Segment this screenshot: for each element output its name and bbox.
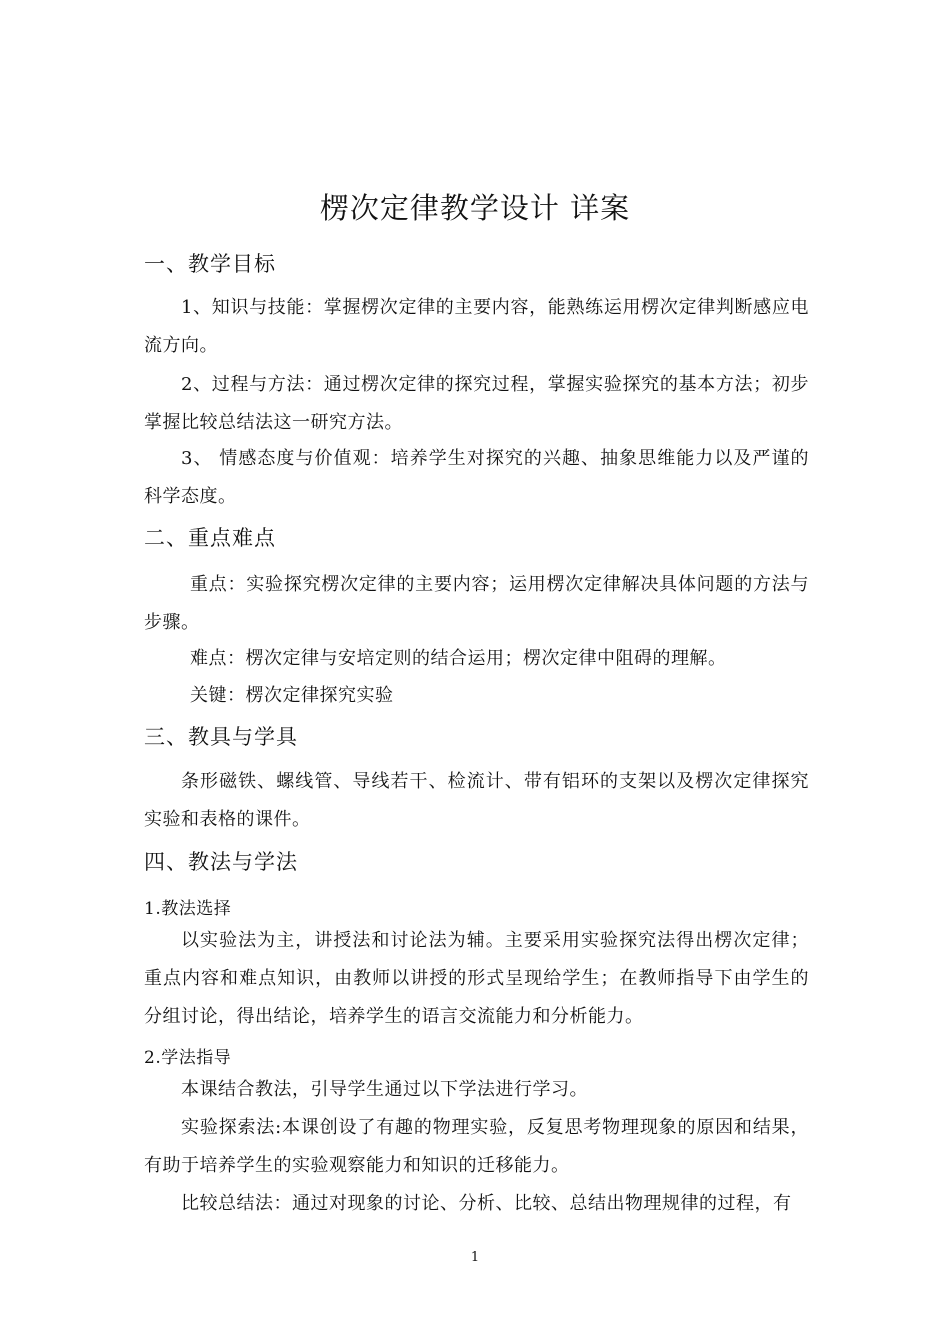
section-heading-objectives: 一、教学目标 [144,252,276,276]
paragraph-comparison-summary: 比较总结法：通过对现象的讨论、分析、比较、总结出物理规律的过程，有 [181,1193,792,1214]
paragraph-process-method: 2、过程与方法：通过楞次定律的探究过程，掌握实验探究的基本方法；初步掌握比较总结法这一研究方法。 [144,374,809,433]
paragraph-experiment-exploration: 实验探索法:本课创设了有趣的物理实验，反复思考物理现象的原因和结果，有助于培养学生的实验观察能力和知识的迁移能力。 [144,1117,809,1176]
paragraph-learning-intro: 本课结合教法，引导学生通过以下学法进行学习。 [181,1079,588,1100]
paragraph-attitude-values: 3、 情感态度与价值观：培养学生对探究的兴趣、抽象思维能力以及严谨的科学态度。 [144,448,809,507]
paragraph-crux: 关键：楞次定律探究实验 [190,685,394,706]
paragraph-knowledge-skills: 1、知识与技能：掌握楞次定律的主要内容，能熟练运用楞次定律判断感应电流方向。 [144,297,809,356]
paragraph-equipment-list: 条形磁铁、螺线管、导线若干、检流计、带有铝环的支架以及楞次定律探究实验和表格的课件。 [144,771,809,830]
paragraph-teaching-method: 以实验法为主，讲授法和讨论法为辅。主要采用实验探究法得出楞次定律；重点内容和难点知识，由教师以讲授的形式呈现给学生；在教师指导下由学生的分组讨论，得出结论，培养学生的语言交流能力和分析能力。 [144,930,809,1027]
paragraph-difficulty: 难点：楞次定律与安培定则的结合运用；楞次定律中阻碍的理解。 [190,648,727,669]
subsection-heading-teaching-method: 1.教法选择 [144,899,232,919]
section-heading-equipment: 三、教具与学具 [144,725,298,749]
paragraph-key-point: 重点：实验探究楞次定律的主要内容；运用楞次定律解决具体问题的方法与步骤。 [144,574,809,633]
page-number: 1 [470,1250,480,1265]
document-title: 楞次定律教学设计 详案 [319,191,631,225]
section-heading-methods: 四、教法与学法 [144,850,298,874]
subsection-heading-learning-guidance: 2.学法指导 [144,1048,232,1068]
section-heading-key-points: 二、重点难点 [144,526,276,550]
